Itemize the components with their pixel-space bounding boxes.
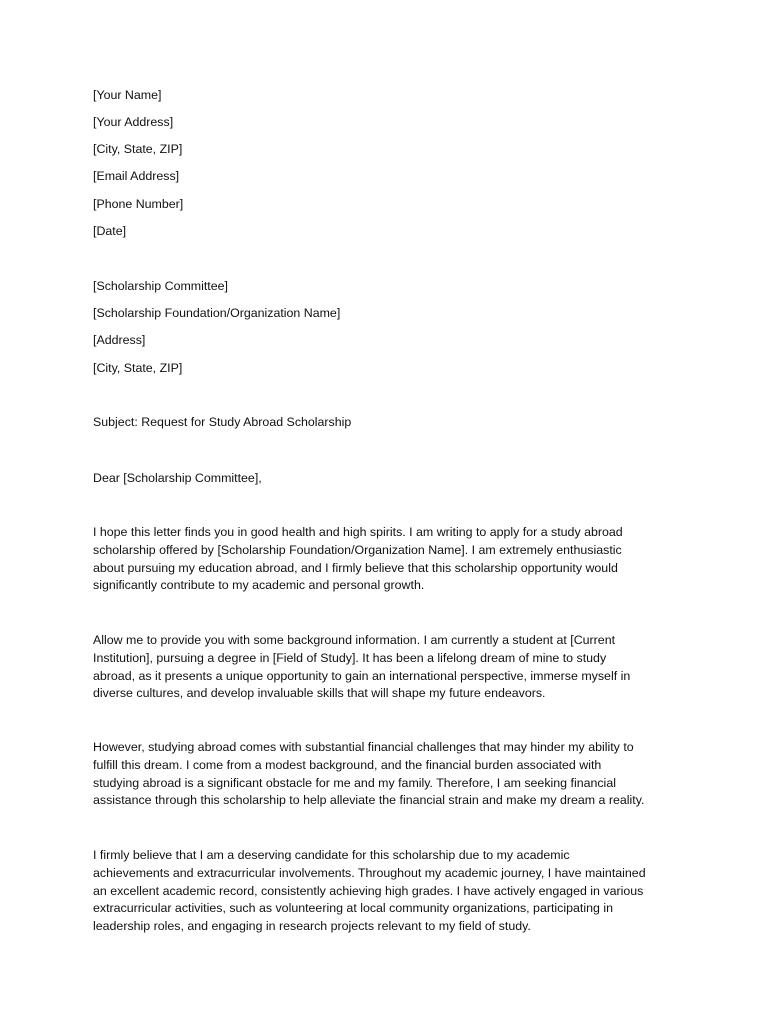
paragraph-line: Institution], pursuing a degree in [Field of Study]. It has been a lifelong dream of mine to study [93, 650, 607, 665]
paragraph-line: fulfill this dream. I come from a modest background, and the financial burden associated with [93, 757, 602, 772]
sender-name: [Your Name] [93, 88, 162, 102]
paragraph-line: leadership roles, and engaging in research projects relevant to my field of study. [93, 919, 531, 934]
body-paragraph-1 [93, 524, 683, 595]
paragraph-line: Allow me to provide you with some background information. I am currently a student at [Current [93, 633, 616, 647]
letter-date: [Date] [93, 224, 127, 238]
paragraph-line: extracurricular activities, such as volunteering at local community organizations, participating in [93, 901, 613, 916]
paragraph-line: studying abroad is a significant obstacle for me and my family. Therefore, I am seeking financial [93, 775, 616, 790]
recipient-address: [Address] [93, 333, 146, 347]
paragraph-line: However, studying abroad comes with substantial financial challenges that may hinder my ability to [93, 740, 634, 754]
sender-email: [Email Address] [93, 169, 180, 183]
paragraph-line: about pursuing my education abroad, and I firmly believe that this scholarship opportunity would [93, 560, 618, 575]
body-paragraph-3 [93, 739, 683, 810]
body-paragraph-2 [93, 632, 683, 703]
paragraph-line: diverse cultures, and develop invaluable skills that will shape my future endeavors. [93, 686, 546, 701]
paragraph-line: scholarship offered by [Scholarship Foundation/Organization Name]. I am extremely enthusiastic [93, 542, 622, 557]
paragraph-line: significantly contribute to my academic and personal growth. [93, 578, 425, 593]
paragraph-line: an excellent academic record, consistently achieving high grades. I have actively engaged in various [93, 883, 644, 898]
sender-city-state-zip: [City, State, ZIP] [93, 142, 183, 156]
sender-address: [Your Address] [93, 115, 174, 129]
subject-line: Subject: Request for Study Abroad Scholarship [93, 415, 352, 429]
recipient-committee: [Scholarship Committee] [93, 279, 228, 293]
paragraph-line: achievements and extracurricular involvements. Throughout my academic journey, I have maintained [93, 865, 646, 880]
paragraph-line: abroad, as it presents a unique opportunity to gain an international perspective, immerse myself in [93, 668, 631, 683]
paragraph-line: I hope this letter finds you in good health and high spirits. I am writing to apply for a study abroad [93, 525, 623, 539]
salutation: Dear [Scholarship Committee], [93, 471, 262, 485]
sender-phone: [Phone Number] [93, 197, 184, 211]
paragraph-line: assistance through this scholarship to help alleviate the financial strain and make my dream a reality. [93, 793, 645, 808]
paragraph-line: I firmly believe that I am a deserving candidate for this scholarship due to my academic [93, 848, 570, 862]
recipient-organization: [Scholarship Foundation/Organization Name] [93, 306, 341, 320]
recipient-city-state-zip: [City, State, ZIP] [93, 361, 183, 375]
body-paragraph-4 [93, 847, 683, 936]
